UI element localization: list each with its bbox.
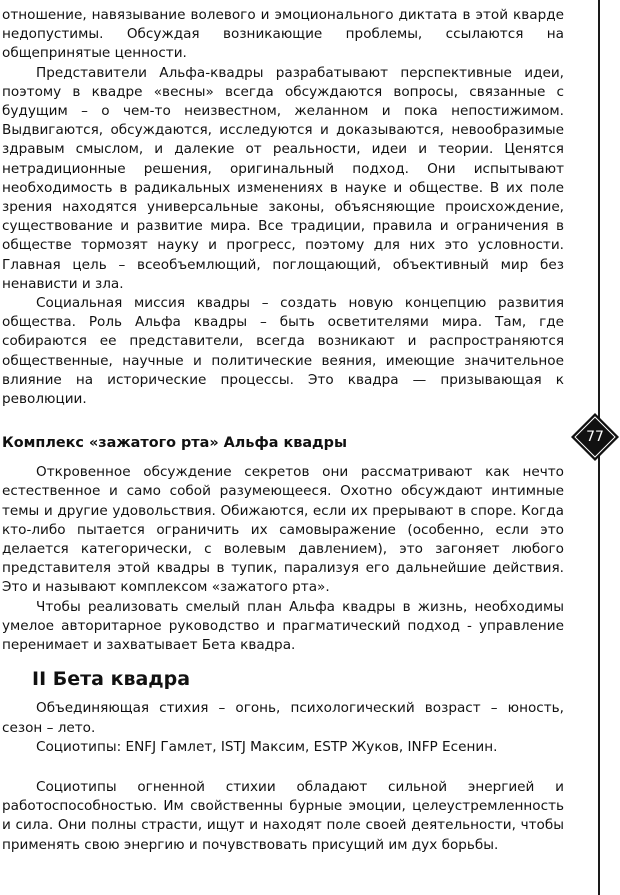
paragraph-intro: отношение, навязывание волевого и эмоционального диктата в этой кварде недопустимы. Обсуждая возникающие проблемы, ссылаются на общепринятые ценности. (2, 7, 564, 62)
paragraph-beta-element: Объединяющая стихия – огонь, психологический возраст – юность, сезон – лето. (2, 700, 564, 736)
paragraph-gap (2, 757, 564, 778)
heading-beta-quadra: II Бета квадра (32, 668, 191, 691)
heading-complex: Комплекс «зажатого рта» Альфа квадры (2, 435, 347, 452)
paragraph-complex-2: Чтобы реализовать смелый план Альфа квадры в жизнь, необходимы умелое авторитарное руководство и прагматический подход - управление перенимает и захватывает Бета квадра. (2, 598, 564, 654)
paragraph-alpha-ideas: Представители Альфа-квадры разрабатывают перспективные идеи, поэтому в квадре «весны» всегда обсуждаются вопросы, связанные с будущим – о чем-то неизвестном, желанном и пока непостижимом. Выдвигаются, обсуждаются, исследуются и доказываются, невообразимые здравым смыслом, и далекие от реальности, идеи и теории. Ценятся нетрадиционные решения, оригинальный подход. Они испытывают необходимость в радикальных изменениях в науке и обществе. В их поле зрения находятся универсальные законы, объясняющие происхождение, существование и развитие мира. Все традиции, правила и ограничения в обществе тормозят науку и прогресс, поэтому для них это условности. Главная цель – всеобъемлющий, поглощающий, объективный мир без ненависти и зла. (2, 64, 564, 292)
paragraph-complex-1: Откровенное обсуждение секретов они рассматривают как нечто естественное и само собой разумеющееся. Охотно обсуждают интимные темы и другие удовольствия. Обижаются, если их прерывают в споре. Когда кто-либо пытается ограничить их самовыражение (особенно, если это делается категорически, с волевым давлением), это загоняет любого представителя этой квадры в тупик, парализуя его дальнейшие действия. Это и называют комплексом «зажатого рта». (2, 464, 564, 596)
text-column (2, 6, 564, 855)
paragraph-beta-sociotypes: Социотипы: ENFJ Гамлет, ISTJ Максим, ESTP Жуков, INFP Есенин. (36, 738, 498, 755)
page-number: 77 (586, 429, 604, 445)
paragraph-alpha-mission: Социальная миссия квадры – создать новую концепцию развития общества. Роль Альфа квадры – быть осветителями мира. Там, где собираются ее представители, всегда возникают и распространяются общественные, научные и политические веяния, имеющие значительное влияние на исторические процессы. Это квадра — призывающая к революции. (2, 295, 564, 408)
paragraph-beta-fire: Социотипы огненной стихии обладают сильной энергией и работоспособностью. Им свойственны бурные эмоции, целеустремленность и сила. Они полны страсти, ищут и находят поле своей деятельности, чтобы применять свою энергию и почувствовать присущий им дух борьбы. (2, 778, 564, 853)
